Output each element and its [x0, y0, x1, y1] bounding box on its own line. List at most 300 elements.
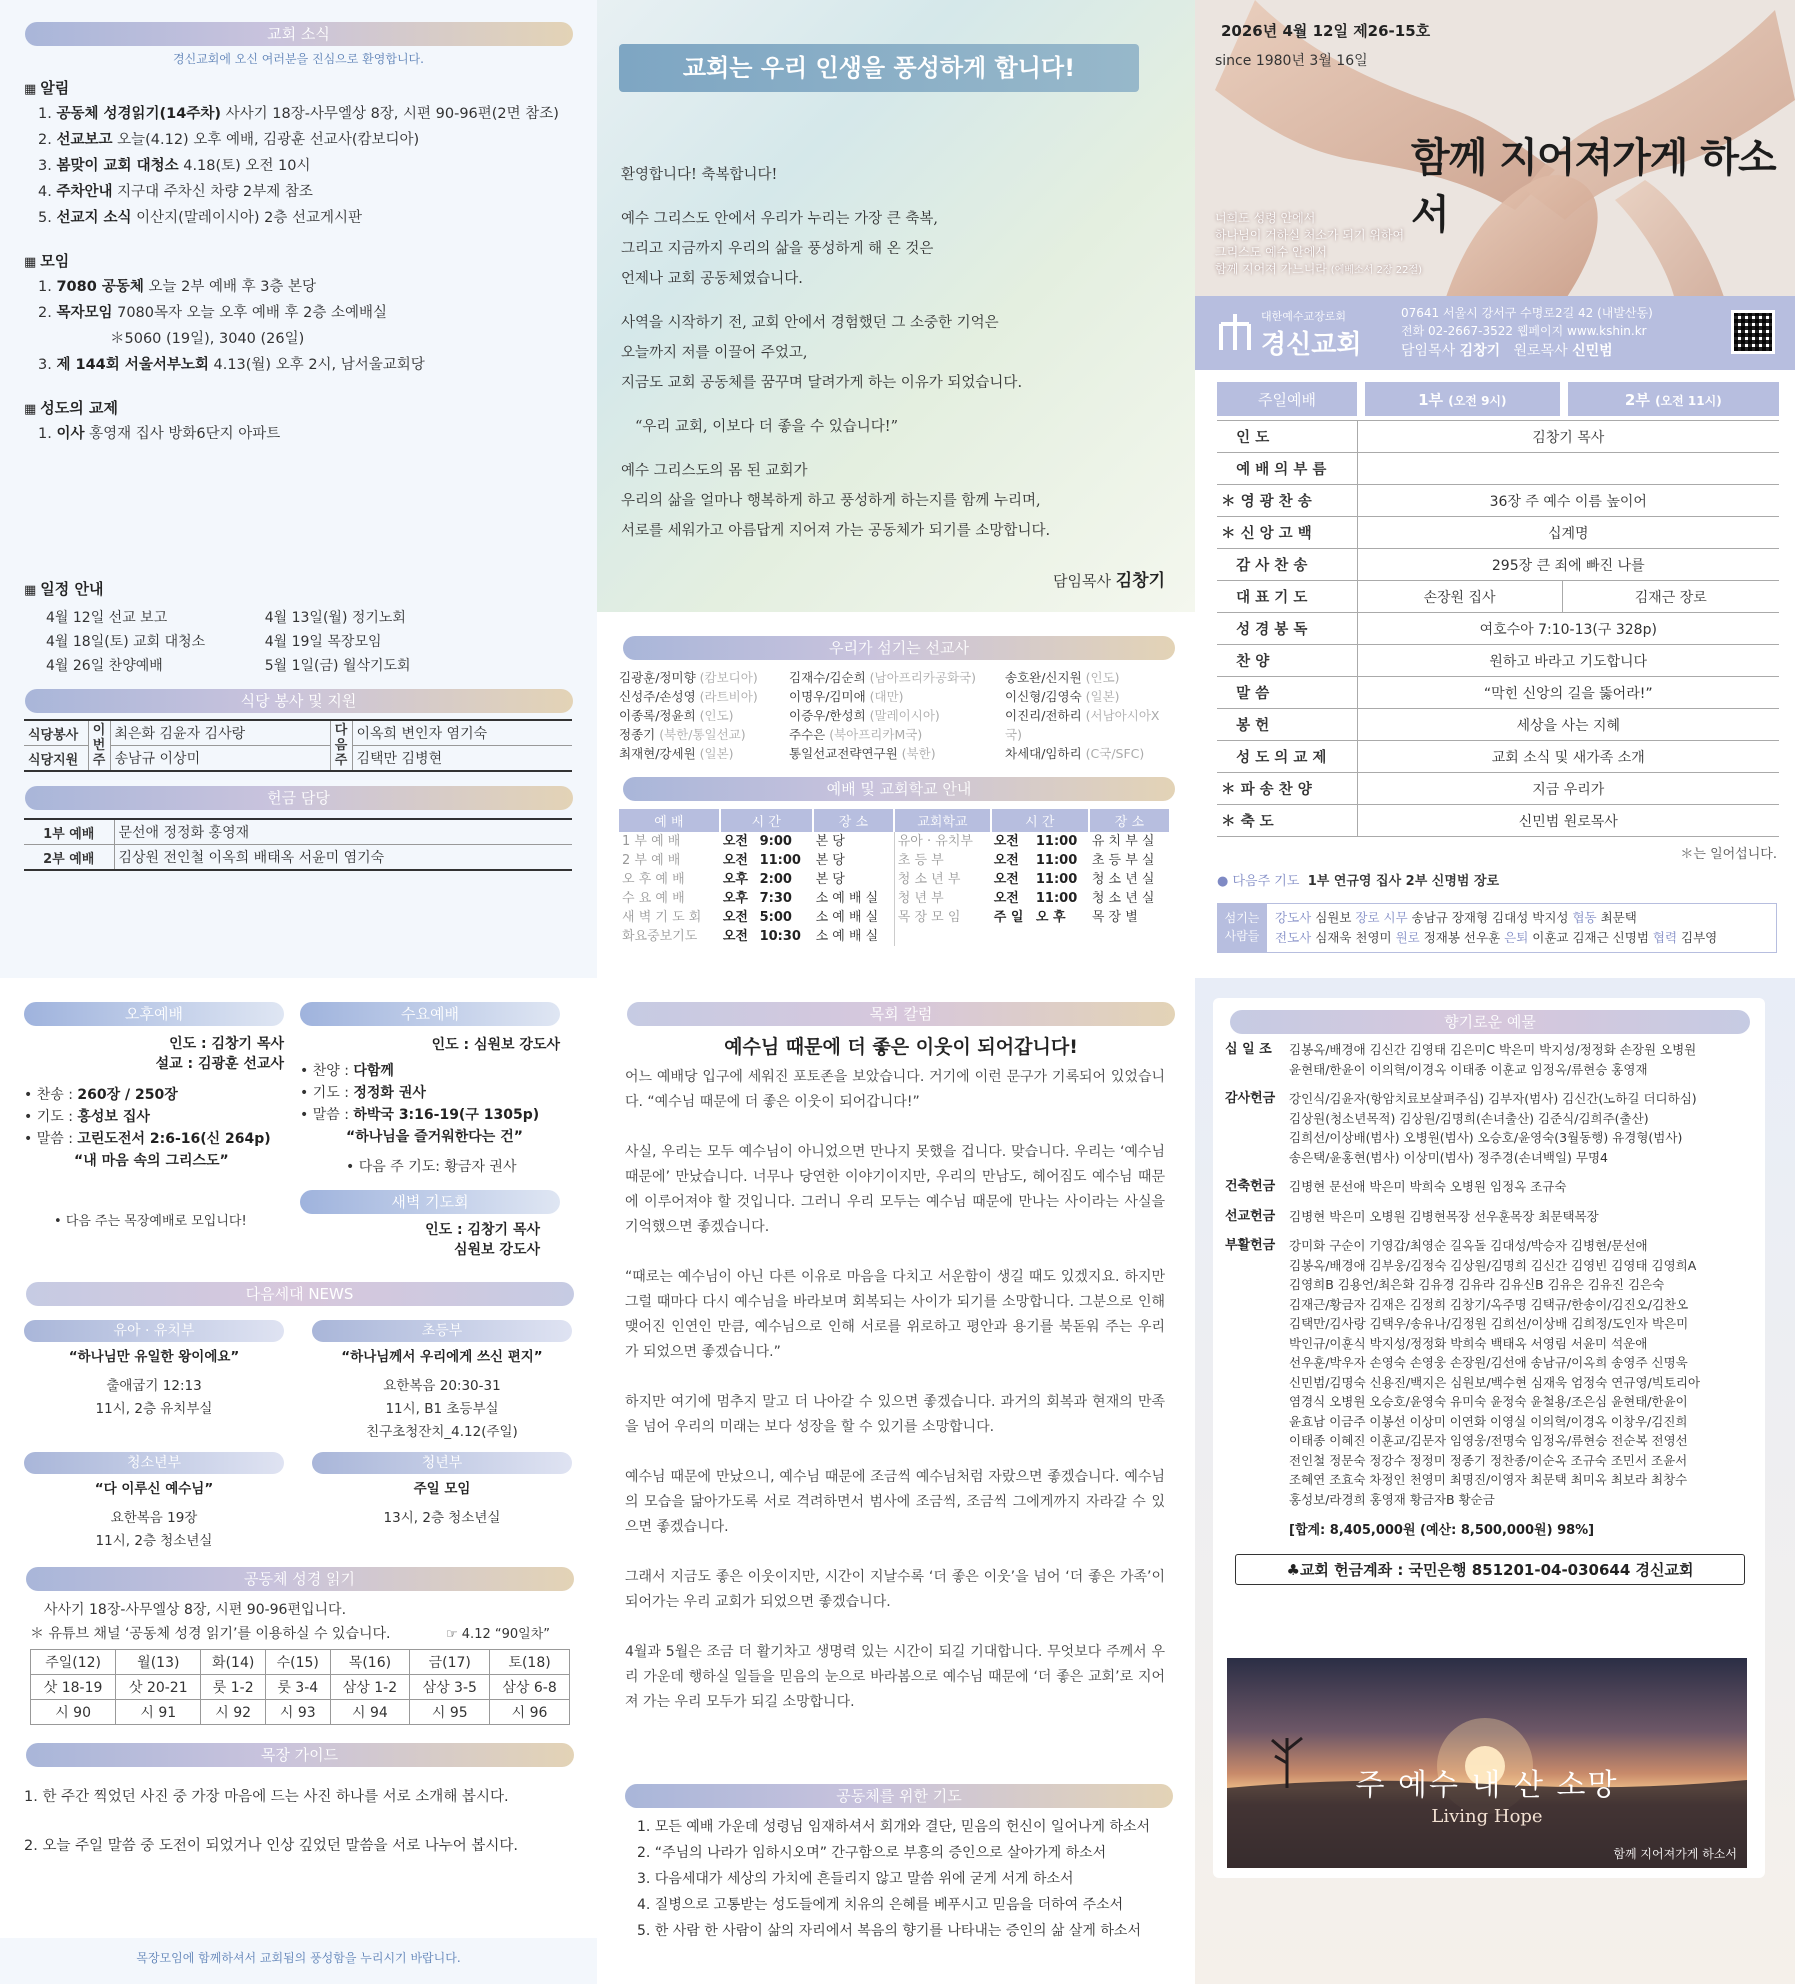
worship-guide-cell: 오전 [993, 834, 1019, 849]
missionary-entry [1005, 687, 1171, 706]
greeting-paragraph: “우리 교회, 이보다 더 좋을 수 있습니다!” [635, 419, 899, 435]
bible-reading-cell: 수(15) [265, 1650, 330, 1675]
meal-title: 식당 봉사 및 지원 [25, 689, 573, 713]
missionary-country: (북아프리카M국) [825, 727, 923, 742]
order-item [1217, 645, 1357, 677]
missionary-country: (말레이시아) [865, 708, 940, 723]
worship-guide-cell: 본 당 [813, 870, 895, 889]
servants-line-1 [1275, 908, 1768, 928]
order-content: 295장 큰 죄에 빠진 나를 [1491, 557, 1645, 574]
schedule-cell: 4월 19일 목장모임 [264, 634, 382, 650]
meal-row-label: 식당지원 [24, 746, 88, 772]
dawn-lead-2: 심원보 강도사 [453, 1242, 540, 1258]
column-body [625, 1065, 1165, 1715]
nextgen-card-line: 출애굽기 12:13 [106, 1378, 202, 1394]
greeting-paragraph: 예수 그리스도의 몸 된 교회가 우리의 삶을 얼마나 행복하게 하고 풍성하게 하는지를 함께 누리며, 서로를 세워가고 아름답게 지어져 가는 공동체가 되기를 소망합니다. [621, 463, 1051, 539]
panel-cover [1195, 0, 1795, 370]
church-contact: 전화 02-2667-3522 웹페이지 www.kshin.kr [1401, 324, 1647, 338]
worship-guide-cell: 오전 [993, 853, 1019, 868]
worship-guide-cell: 오 후 [1035, 910, 1066, 925]
item-key: 선교보고 [56, 132, 113, 148]
meal-cell: 송남규 이상미 [110, 746, 330, 772]
order-mark [1221, 558, 1236, 574]
servant-role: 협력 [1652, 930, 1681, 945]
servants-box [1217, 903, 1777, 953]
offering-groups [1225, 1040, 1755, 1509]
worship-guide-cell: 5:00 [759, 910, 792, 925]
worship-guide-cell: 1 부 예 배 [622, 834, 681, 849]
notice-item [38, 208, 573, 228]
hope-sign: 함께 지어져가게 하소서 [1613, 1847, 1737, 1861]
nextgen-card-title: 청소년부 [24, 1452, 284, 1474]
order-footnote: ＊는 일어섭니다. [1680, 847, 1777, 862]
worship-guide-cell: 9:00 [759, 834, 792, 849]
worship-guide-header: 교회학교 [894, 809, 991, 832]
item-text: 이산지(말레이시아) 2층 선교게시판 [131, 210, 363, 226]
panel-worship-order [1195, 370, 1795, 978]
worship-guide-cell: 오전 [722, 929, 748, 944]
meal-this-week: 이번주 [88, 720, 110, 771]
bible-reading-cell: 삿 18-19 [31, 1675, 116, 1700]
missionary-country: (C국/SFC) [1081, 746, 1145, 761]
item-text: 오늘 2부 예배 후 3층 본당 [143, 279, 317, 295]
worship-guide-cell: 유아 · 유치부 [897, 834, 973, 849]
order-item [1217, 709, 1357, 741]
notice-list [24, 104, 573, 228]
meal-next-week: 다음주 [330, 720, 352, 771]
order-row [1217, 581, 1779, 613]
missionary-entry [789, 725, 1005, 744]
offering-total: [합계: 8,405,000원 (예산: 8,500,000원) 98%] [1289, 1523, 1595, 1538]
order-content: 손장원 집사 [1357, 581, 1562, 613]
dawn-title: 새벽 기도회 [300, 1190, 560, 1214]
missionary-country: (남아프리카공화국) [865, 670, 976, 685]
wednesday-items [300, 1060, 560, 1126]
wednesday-subtitle: “하나님을 즐거워한다는 건” [346, 1129, 523, 1145]
order-header [1217, 382, 1779, 416]
nextgen-card [24, 1320, 284, 1444]
item-text: 사사기 18장-사무엘상 8장, 시편 90-96편(2면 참조) [221, 106, 559, 122]
afternoon-title: 오후예배 [24, 1002, 284, 1026]
order-content: 김창기 목사 [1532, 429, 1605, 446]
worship-guide-title: 예배 및 교회학교 안내 [623, 777, 1175, 801]
missionary-name: 통일선교전략연구원 [789, 746, 898, 761]
bible-reading-cell: 시 94 [330, 1700, 410, 1725]
order-mark [1221, 462, 1236, 478]
issue-date: 2026년 4월 12일 제26-15호 [1221, 22, 1431, 40]
order-mark [1221, 654, 1236, 670]
order-item [1217, 773, 1357, 805]
order-item [1217, 613, 1357, 645]
order-header-second: 2부 (오전 11시) [1568, 382, 1779, 416]
worship-guide-cell: 11:00 [1035, 872, 1078, 887]
worship-guide-cell [894, 927, 991, 946]
item-key: 봄맞이 교회 대청소 [56, 158, 179, 174]
worship-guide-cell: 소 예 배 실 [813, 889, 895, 908]
verse-line: 함께 지어져 가느니라 (에베소서 2장 22절) [1215, 262, 1423, 276]
worship-guide-cell: 11:00 [1035, 834, 1078, 849]
column-paragraph: 하지만 여기에 멈추지 말고 더 나아갈 수 있으면 좋겠습니다. 과거의 회복과 현재의 만족을 넘어 우리의 미래는 보다 성장을 할 수 있기를 소망합니다. [625, 1394, 1165, 1435]
item-text: 지구대 주차신 차량 2부제 참조 [112, 184, 313, 200]
order-row [1217, 453, 1779, 485]
prayer-item: 1. 모든 예배 가운데 성령님 임재하셔서 회개와 결단, 믿음의 헌신이 일어나게 하소서 [637, 1819, 1151, 1835]
order-item [1217, 549, 1357, 581]
schedule-cell: 4월 18일(토) 교회 대청소 [46, 634, 206, 650]
item-number: 5. [38, 210, 57, 226]
qr-code[interactable] [1731, 310, 1775, 354]
item-text: 7080목자 오늘 오후 예배 후 2층 소예배실 [112, 305, 387, 321]
servant-role: 원로 [1395, 930, 1424, 945]
fellowship-list [24, 424, 573, 444]
greeting-signature-name: 김창기 [1115, 571, 1165, 591]
servant-names: 이훈교 김재근 신명범 [1532, 930, 1653, 945]
offering-group-label: 십 일 조 [1225, 1042, 1272, 1057]
order-item [1217, 453, 1357, 485]
missionary-entry [789, 668, 1005, 687]
next-prayer: ● 다음주 기도 1부 연규영 집사 2부 신명범 장로 [1217, 874, 1500, 889]
since-date: since 1980년 3월 16일 [1215, 53, 1368, 69]
mokjang-item: 2. 오늘 주일 말씀 중 도전이 되었거나 인상 깊었던 말씀을 서로 나누어 봅시다. [24, 1838, 518, 1854]
offering-duty-title: 헌금 담당 [25, 786, 573, 810]
worship-guide-cell: 소 예 배 실 [813, 927, 895, 946]
fellowship-heading: ▦ 성도의 교제 [24, 397, 573, 418]
worship-guide-cell: 주 일 [993, 910, 1024, 925]
order-content: 여호수아 7:10-13(구 328p) [1479, 621, 1657, 638]
missionary-column [619, 668, 789, 763]
order-mark [1221, 718, 1236, 734]
missionary-country: (대만) [865, 689, 904, 704]
greeting-paragraph: 환영합니다! 축복합니다! [621, 167, 778, 183]
wednesday-title: 수요예배 [300, 1002, 560, 1026]
worship-guide-row [619, 908, 1170, 927]
item-number: 1. [38, 106, 57, 122]
order-item [1217, 677, 1357, 709]
servant-role: 장로 시무 [1355, 910, 1412, 925]
bible-reading-cell: 삼상 1-2 [330, 1675, 410, 1700]
notice-item [38, 156, 573, 176]
meeting-item [38, 355, 573, 375]
greeting-signature-label: 담임목사 [1052, 572, 1111, 590]
missionary-name: 주수은 [789, 727, 826, 742]
bible-reading-cell: 화(14) [201, 1650, 266, 1675]
order-mark: ＊ [1221, 494, 1241, 510]
nextgen-card-line: 친구초청잔치_4.12(주일) [366, 1424, 518, 1440]
item-number: 2. [38, 305, 57, 321]
bible-reading-cell: 룻 3-4 [265, 1675, 330, 1700]
column-paragraph: 4월과 5월은 조금 더 활기차고 생명력 있는 시간이 되길 기대합니다. 무엇보다 주께서 우리 가운데 행하실 일들을 믿음의 눈으로 바라봄으로 예수님 때문에 ‘더 좋은 교회’로 지어져 가는 우리 모두가 되길 소망합니다. [625, 1644, 1165, 1710]
bullet-item: • 말씀 : 고린도전서 2:6-16(신 264p) [24, 1131, 271, 1147]
order-item [1217, 805, 1357, 837]
worship-guide-row [619, 889, 1170, 908]
bullet-item: • 기도 : 홍성보 집사 [24, 1109, 150, 1125]
order-row [1217, 613, 1779, 645]
offering-group [1225, 1177, 1755, 1197]
missionary-country: (인도) [1081, 670, 1120, 685]
order-content: 지금 우리가 [1532, 781, 1605, 798]
missionary-name: 송호완/신지원 [1005, 670, 1082, 685]
item-number: 4. [38, 184, 57, 200]
afternoon-note: • 다음 주는 목장예배로 모입니다! [54, 1214, 247, 1229]
nextgen-card-title: 초등부 [312, 1320, 572, 1342]
bible-reading-cell: 룻 1-2 [201, 1675, 266, 1700]
missionary-country: (북한/통일선교) [655, 727, 746, 742]
community-prayer-list [637, 1814, 1150, 1944]
bullet-item: • 찬송 : 260장 / 250장 [24, 1087, 178, 1103]
missionary-entry [619, 725, 789, 744]
order-item [1217, 421, 1357, 453]
missionary-name: 이종록/정윤희 [619, 708, 696, 723]
schedule-table [42, 605, 462, 677]
servant-role: 은퇴 [1504, 930, 1533, 945]
missionary-entry [619, 687, 789, 706]
order-row [1217, 773, 1779, 805]
order-row [1217, 645, 1779, 677]
missionary-name: 신성주/손성영 [619, 689, 696, 704]
order-table [1217, 420, 1779, 837]
offering-group-label: 감사헌금 [1225, 1091, 1276, 1106]
notice-heading: ▦ 알림 [24, 77, 573, 98]
bible-reading-cell: 월(13) [116, 1650, 201, 1675]
order-row [1217, 805, 1779, 837]
bullet-item: • 말씀 : 하박국 3:16-19(구 1305p) [300, 1107, 540, 1123]
order-mark [1221, 686, 1236, 702]
nextgen-title: 다음세대 NEWS [26, 1282, 574, 1306]
nextgen-card-line: 요한복음 19장 [110, 1510, 198, 1526]
servants-line-2 [1275, 928, 1768, 948]
worship-guide-cell: 수 요 예 배 [622, 891, 685, 906]
nextgen-card-quote: “다 이루신 예수님” [94, 1481, 214, 1497]
schedule-row [42, 605, 462, 629]
meeting-list [24, 277, 573, 375]
item-text: 4.18(토) 오전 10시 [178, 158, 311, 174]
church-name: 경신교회 [1261, 330, 1362, 360]
missionary-name: 이신형/김영숙 [1005, 689, 1082, 704]
missionaries-title: 우리가 섬기는 선교사 [623, 636, 1175, 660]
nextgen-card-line: 11시, B1 초등부실 [385, 1401, 499, 1417]
hope-title: 주 예수 내 산 소망 [1355, 1768, 1619, 1803]
offering-group-names: 김병현 박은미 오병원 김병현목장 선우훈목장 최문택목장 [1289, 1208, 1599, 1224]
afternoon-worship [24, 1002, 284, 1260]
worship-guide-cell: 본 당 [813, 851, 895, 870]
offering-duty-label: 1부 예배 [24, 819, 114, 845]
nextgen-card [24, 1452, 284, 1553]
worship-guide-header: 시 간 [720, 809, 813, 832]
order-item-label: 축 도 [1240, 814, 1274, 830]
worship-guide-cell [1089, 927, 1170, 946]
bullet-item: • 찬양 : 다함께 [300, 1063, 394, 1079]
worship-guide-cell: 청 년 부 [897, 891, 944, 906]
order-row [1217, 709, 1779, 741]
worship-guide-cell: 오전 [722, 853, 748, 868]
missionary-entry [619, 668, 789, 687]
meal-cell: 최은화 김윤자 김사랑 [110, 720, 330, 746]
order-content: 십계명 [1547, 525, 1589, 542]
missionary-country: (인도) [695, 708, 734, 723]
order-row [1217, 517, 1779, 549]
missionary-country: (일본) [1081, 689, 1120, 704]
schedule-cell: 4월 12일 선교 보고 [46, 610, 168, 626]
schedule-cell: 4월 13일(월) 정기노회 [264, 610, 406, 626]
bullet-item: • 기도 : 정정화 권사 [300, 1085, 426, 1101]
offering-duty-table [24, 818, 572, 871]
offering-group [1225, 1207, 1755, 1227]
missionary-country: (북한) [897, 746, 936, 761]
column-paragraph: “때로는 예수님이 아닌 다른 이유로 마음을 다치고 서운함이 생길 때도 있겠지요. 하지만 그럴 때마다 다시 예수님을 바라보며 회복되는 사이가 되기를 소망합니다. 그분으로 인해 맺어진 인연인 만큼, 예수님으로 인해 서로를 위로하고 평안과 용기를 북돋워 주는 우리가 되었으면 좋겠습니다.” [625, 1269, 1165, 1360]
order-item [1217, 485, 1357, 517]
bible-reading-cell: 토(18) [490, 1650, 570, 1675]
item-key: 선교지 소식 [56, 210, 132, 226]
news-welcome: 경신교회에 오신 여러분을 진심으로 환영합니다. [173, 52, 424, 66]
missionary-entry [619, 706, 789, 725]
order-mark: ＊ [1221, 526, 1241, 542]
worship-guide-header: 장 소 [813, 809, 895, 832]
afternoon-lead: 인도 : 김창기 목사 [169, 1036, 284, 1052]
worship-guide-cell: 오전 [722, 910, 748, 925]
worship-guide-cell: 오전 [993, 872, 1019, 887]
offering-group-label: 건축헌금 [1225, 1179, 1276, 1194]
offering-group [1225, 1040, 1755, 1079]
servant-role: 협동 [1572, 910, 1601, 925]
bible-reading-cell: 시 91 [116, 1700, 201, 1725]
panel-greeting [597, 0, 1195, 612]
nextgen-card-quote: 주일 모임 [413, 1481, 471, 1497]
mokjang-title: 목장 가이드 [26, 1743, 574, 1767]
item-number: 2. [38, 132, 57, 148]
missionary-country: (서남아시아X국) [1005, 708, 1160, 742]
worship-guide-cell: 화요중보기도 [622, 929, 698, 944]
worship-guide-header: 장 소 [1089, 809, 1170, 832]
schedule-row [42, 653, 462, 677]
offering-group-names: 강인식/김윤자(항암치료보살펴주심) 김부자(범사) 김신간(노하길 더디하심) 김상원(청소년목적) 김상원/김명희(손녀출산) 김준식/김희주(출산) 김희선/이상배(범사) 오병원(범사) 오승호/윤영숙(3월동행) 유경형(범사) 송은택/윤홍현(범사) 이상미(범사) 정주경(손녀백일) 무명4 [1289, 1091, 1697, 1165]
item-key: 목자모임 [56, 305, 113, 321]
bible-reading-cell: 목(16) [330, 1650, 410, 1675]
worship-guide-cell: 청 소 년 실 [1091, 891, 1155, 906]
worship-guide-cell: 2 부 예 배 [622, 853, 681, 868]
pastors-line: 담임목사 김창기 원로목사 신민범 [1401, 343, 1613, 359]
prayer-item: 4. 질병으로 고통받는 성도들에게 치유의 은혜를 베푸시고 믿음을 더하여 주소서 [637, 1897, 1124, 1913]
nextgen-card [312, 1452, 572, 1553]
order-row [1217, 549, 1779, 581]
hope-subtitle: Living Hope [1431, 1806, 1543, 1827]
order-content: 신민범 원로목사 [1518, 813, 1618, 830]
servant-role: 강도사 [1275, 910, 1316, 925]
wednesday-worship [300, 1002, 560, 1260]
offering-group [1225, 1236, 1755, 1509]
column-paragraph: 그래서 지금도 좋은 이웃이지만, 시간이 지날수록 ‘더 좋은 이웃’을 넘어 ‘더 좋은 가족’이 되어가는 우리 교회가 되었으면 좋겠습니다. [625, 1569, 1165, 1610]
offering-group-names: 김병현 문선애 박은미 박희숙 오병원 임정옥 조규숙 [1289, 1179, 1567, 1194]
order-content: 김재근 장로 [1634, 589, 1707, 606]
worship-guide-cell: 오후 [722, 872, 748, 887]
worship-guide-cell: 목 장 별 [1091, 910, 1138, 925]
worship-guide-row [619, 851, 1170, 870]
news-title: 교회 소식 [25, 22, 573, 46]
worship-guide-header: 시 간 [991, 809, 1089, 832]
worship-guide-header: 예 배 [619, 809, 720, 832]
order-mark [1221, 430, 1236, 446]
meeting-item [38, 303, 573, 323]
denomination: 대한예수교장로회 [1261, 310, 1347, 323]
offering-duty-label: 2부 예배 [24, 845, 114, 871]
church-logo-icon [1215, 312, 1255, 352]
schedule-heading: ▦ 일정 안내 [24, 578, 573, 599]
item-text: 4.13(월) 오후 2시, 남서울교회당 [208, 357, 425, 373]
missionary-country: (라트비아) [695, 689, 758, 704]
item-key: 이사 [56, 426, 85, 442]
order-item-label: 대 표 기 도 [1236, 590, 1308, 606]
cover-verse [1215, 210, 1422, 279]
missionary-name: 이명우/김미애 [789, 689, 866, 704]
offering-group-label: 선교헌금 [1225, 1208, 1276, 1224]
worship-guide-cell: 오전 [722, 834, 748, 849]
order-item-label: 성 경 봉 독 [1236, 622, 1308, 638]
meal-row-label: 식당봉사 [24, 720, 88, 746]
schedule-cell: 4월 26일 찬양예배 [46, 658, 163, 674]
worship-guide-cell: 7:30 [759, 891, 792, 906]
worship-guide-cell [991, 927, 1033, 946]
order-item-label: 신 앙 고 백 [1240, 526, 1312, 542]
item-number: 1. [38, 426, 57, 442]
missionary-column [1005, 668, 1171, 763]
order-row [1217, 485, 1779, 517]
nextgen-card-line: 13시, 2층 청소년실 [383, 1510, 501, 1526]
order-row [1217, 741, 1779, 773]
column-title: 목회 칼럼 [627, 1002, 1175, 1026]
worship-guide-cell: 본 당 [813, 832, 895, 851]
column-paragraph: 어느 예배당 입구에 세워진 포토존을 보았습니다. 거기에 이런 문구가 기록되어 있었습니다. “예수님 때문에 더 좋은 이웃이 되어갑니다!” [625, 1069, 1165, 1110]
offering-group-names: 김봉옥/배경애 김신간 김영태 김은미C 박은미 박지성/정정화 손장원 오병원 윤현태/한윤이 이의혁/이경옥 이태종 이훈교 임정옥/류현승 홍영재 [1289, 1042, 1697, 1077]
order-content: 세상을 사는 지혜 [1516, 717, 1621, 734]
verse-line: 하나님이 거하실 처소가 되기 위하여 [1215, 228, 1405, 242]
order-item-label: 파 송 찬 양 [1240, 782, 1312, 798]
afternoon-sermon-by: 설교 : 김광훈 선교사 [155, 1056, 284, 1072]
nextgen-card-line: 요한복음 20:30-31 [383, 1378, 501, 1394]
order-mark [1221, 590, 1236, 606]
order-header-first: 1부 (오전 9시) [1365, 382, 1560, 416]
order-item-label: 말 씀 [1236, 686, 1270, 702]
nextgen-card [312, 1320, 572, 1444]
bible-reading-line1: 사사기 18장-사무엘상 8장, 시편 90-96편입니다. [44, 1602, 347, 1618]
worship-guide-cell: 새 벽 기 도 회 [622, 910, 702, 925]
worship-guide-row [619, 832, 1170, 851]
bible-reading-cell: 주일(12) [31, 1650, 116, 1675]
missionary-name: 이진리/전하리 [1005, 708, 1082, 723]
missionary-name: 이증우/한성희 [789, 708, 866, 723]
missionary-name: 차세대/임하리 [1005, 746, 1082, 761]
nextgen-card-quote: “하나님만 유일한 왕이에요” [68, 1349, 240, 1365]
missionary-entry [619, 744, 789, 763]
missionary-entry [1005, 668, 1171, 687]
order-content: “막힌 신앙의 길을 뚫어라!” [1483, 685, 1653, 702]
meal-table [24, 719, 572, 772]
servant-names: 최문택 [1600, 910, 1637, 925]
offering-duty-names: 문선애 정정화 홍영재 [118, 825, 250, 841]
offering-duty-names: 김상원 전인철 이옥희 배태옥 서윤미 염기숙 [118, 850, 385, 866]
mokjang-footer: 목장모임에 함께하셔서 교회됨의 풍성함을 누리시기 바랍니다. [0, 1938, 597, 1984]
column-paragraph: 예수님 때문에 만났으니, 예수님 때문에 조금씩 예수님처럼 자랐으면 좋겠습니다. 예수님의 모습을 닮아가도록 서로 격려하면서 범사에 조금씩, 조금씩 그에게까지 자라갈 수 있으면 좋겠습니다. [625, 1469, 1165, 1535]
worship-guide-cell: 청 소 년 부 [897, 872, 961, 887]
worship-guide-cell: 목 장 모 임 [897, 910, 961, 925]
servant-names: 정재봉 선우훈 [1423, 930, 1505, 945]
worship-guide-cell [1033, 927, 1089, 946]
missionary-name: 최재현/강세원 [619, 746, 696, 761]
nextgen-grid [24, 1320, 575, 1553]
bible-reading-cell: 시 96 [490, 1700, 570, 1725]
offering-card [1213, 998, 1765, 1878]
panel-column [597, 978, 1195, 1984]
worship-guide-cell: 10:30 [759, 929, 801, 944]
missionary-name: 김광훈/정미향 [619, 670, 696, 685]
servant-names: 심원보 [1315, 910, 1356, 925]
